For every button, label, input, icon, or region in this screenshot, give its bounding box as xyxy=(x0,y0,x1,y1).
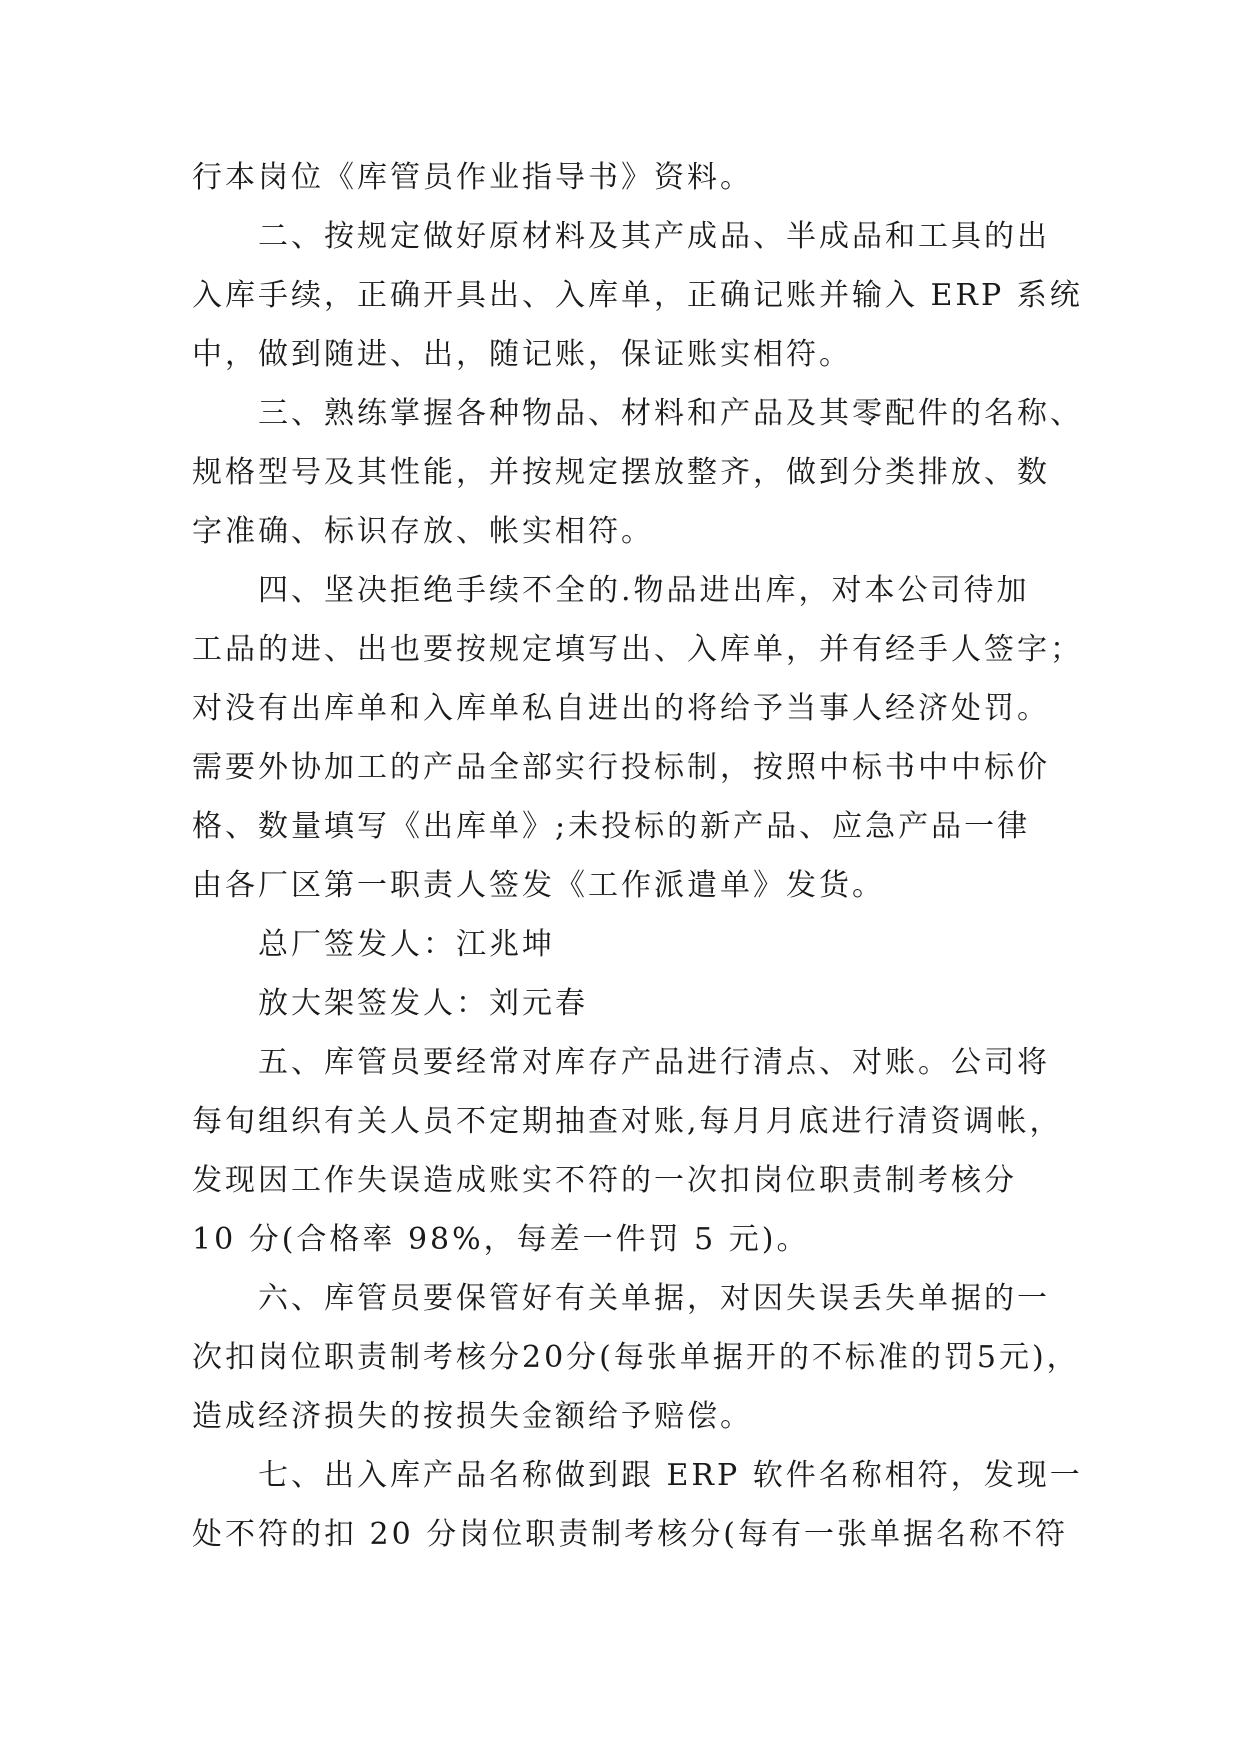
text-line: 放大架签发人：刘元春 xyxy=(258,986,588,1021)
text-line: 次扣岗位职责制考核分20分(每张单据开的不标准的罚5元)， xyxy=(192,1340,1080,1375)
paragraph xyxy=(192,207,1083,384)
signature-line xyxy=(192,974,1062,1033)
text-line: 六、库管员要保管好有关单据，对因失误丢失单据的一 xyxy=(258,1281,1050,1316)
text-line: 入库手续，正确开具出、入库单，正确记账并输入 ERP 系统 xyxy=(192,278,1083,313)
text-line: 总厂签发人：江兆坤 xyxy=(258,927,555,962)
paragraph xyxy=(192,1269,1080,1446)
text-line: 需要外协加工的产品全部实行投标制，按照中标书中中标价 xyxy=(192,750,1050,785)
text-line: 工品的进、出也要按规定填写出、入库单，并有经手人签字； xyxy=(192,632,1083,667)
text-line: 字准确、标识存放、帐实相符。 xyxy=(192,514,654,549)
text-line: 由各厂区第一职责人签发《工作派遣单》发货。 xyxy=(192,868,885,903)
paragraph xyxy=(192,384,1083,561)
text-line: 三、熟练掌握各种物品、材料和产品及其零配件的名称、 xyxy=(258,396,1083,431)
paragraph xyxy=(192,1033,1062,1269)
text-line: 造成经济损失的按损失金额给予赔偿。 xyxy=(192,1399,753,1434)
signature-line xyxy=(192,915,1062,974)
text-line: 行本岗位《库管员作业指导书》资料。 xyxy=(192,160,753,195)
text-line: 二、按规定做好原材料及其产成品、半成品和工具的出 xyxy=(258,219,1050,254)
text-line: 五、库管员要经常对库存产品进行清点、对账。公司将 xyxy=(258,1045,1050,1080)
text-line: 处不符的扣 20 分岗位职责制考核分(每有一张单据名称不符 xyxy=(192,1517,1068,1552)
text-line: 规格型号及其性能，并按规定摆放整齐，做到分类排放、数 xyxy=(192,455,1050,490)
text-line: 每旬组织有关人员不定期抽查对账,每月月底进行清资调帐， xyxy=(192,1104,1063,1139)
text-line: 中，做到随进、出，随记账，保证账实相符。 xyxy=(192,337,852,372)
text-line: 对没有出库单和入库单私自进出的将给予当事人经济处罚。 xyxy=(192,691,1050,726)
text-line: 格、数量填写《出库单》;未投标的新产品、应急产品一律 xyxy=(192,809,1031,844)
text-line: 10 分(合格率 98%，每差一件罚 5 元)。 xyxy=(192,1222,810,1257)
paragraph xyxy=(192,148,1062,207)
paragraph xyxy=(192,1446,1083,1564)
document-body xyxy=(192,148,1083,1564)
paragraph xyxy=(192,561,1083,915)
text-line: 七、出入库产品名称做到跟 ERP 软件名称相符，发现一 xyxy=(258,1458,1083,1493)
text-line: 发现因工作失误造成账实不符的一次扣岗位职责制考核分 xyxy=(192,1163,1017,1198)
text-line: 四、坚决拒绝手续不全的.物品进出库，对本公司待加 xyxy=(258,573,1030,608)
